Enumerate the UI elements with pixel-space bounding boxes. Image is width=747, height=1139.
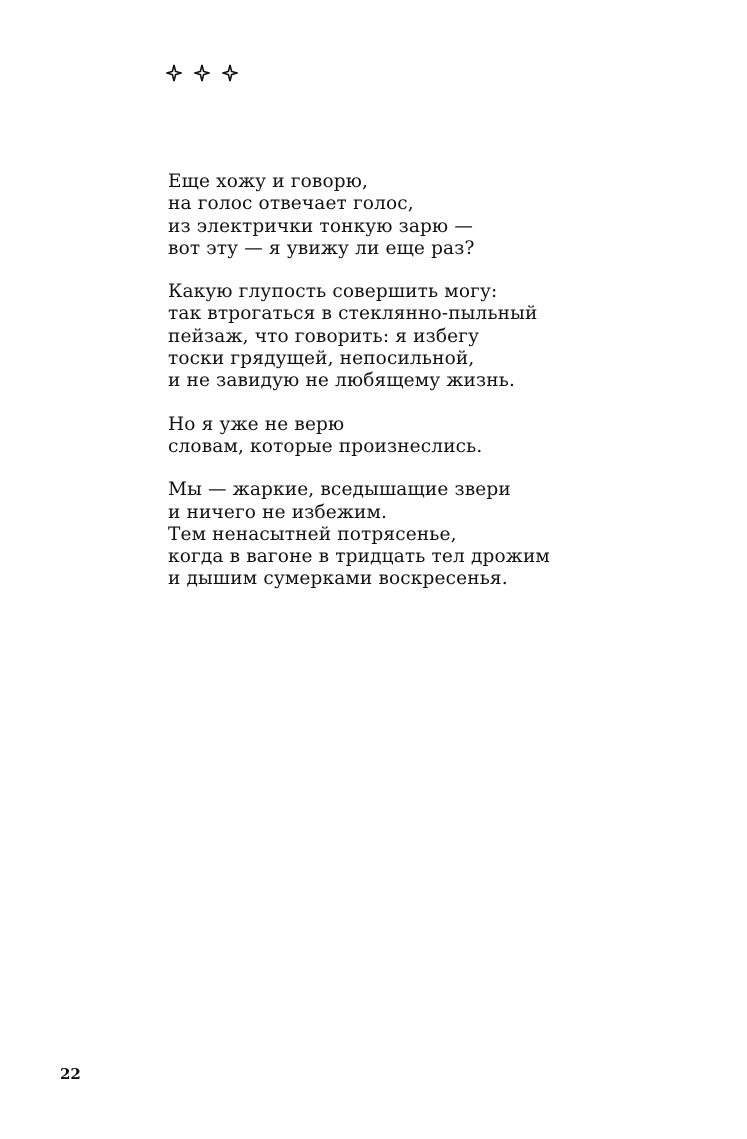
poem-line: на голос отвечает голос, [168,193,414,215]
four-point-star-icon [194,64,210,82]
poem-line: и ничего не избежим. [168,501,388,523]
stanza [168,414,728,459]
page-number: 22 [60,1065,81,1083]
stanza [168,281,728,392]
poem-line: Еще хожу и говорю, [168,171,369,192]
stanza [168,171,728,260]
poem-line: Тем ненасытней потрясенье, [168,523,457,545]
poem-line: и дышим сумерками воскресенья. [168,568,508,590]
poem-line: так втрогаться в стеклянно-пыльный [168,303,538,325]
poem-line: вот эту — я увижу ли еще раз? [168,237,475,259]
stanza [168,479,728,590]
four-point-star-icon [222,64,238,82]
ornament [166,64,238,82]
poem-line: и не завидую не любящему жизнь. [168,370,515,392]
four-point-star-icon [166,64,182,82]
poem-line: тоски грядущей, непосильной, [168,348,475,370]
poem-line: когда в вагоне в тридцать тел дрожим [168,546,550,568]
poem-line: Какую глупость совершить могу: [168,281,498,303]
poem-line: Но я уже не верю [168,413,345,435]
poem-line: словам, которые произнеслись. [168,435,483,457]
poem-line: из электрички тонкую зарю — [168,215,473,237]
poem-line: пейзаж, что говорить: я избегу [168,325,480,347]
poem [168,171,728,612]
poem-line: Мы — жаркие, вседышащие звери [168,479,511,501]
